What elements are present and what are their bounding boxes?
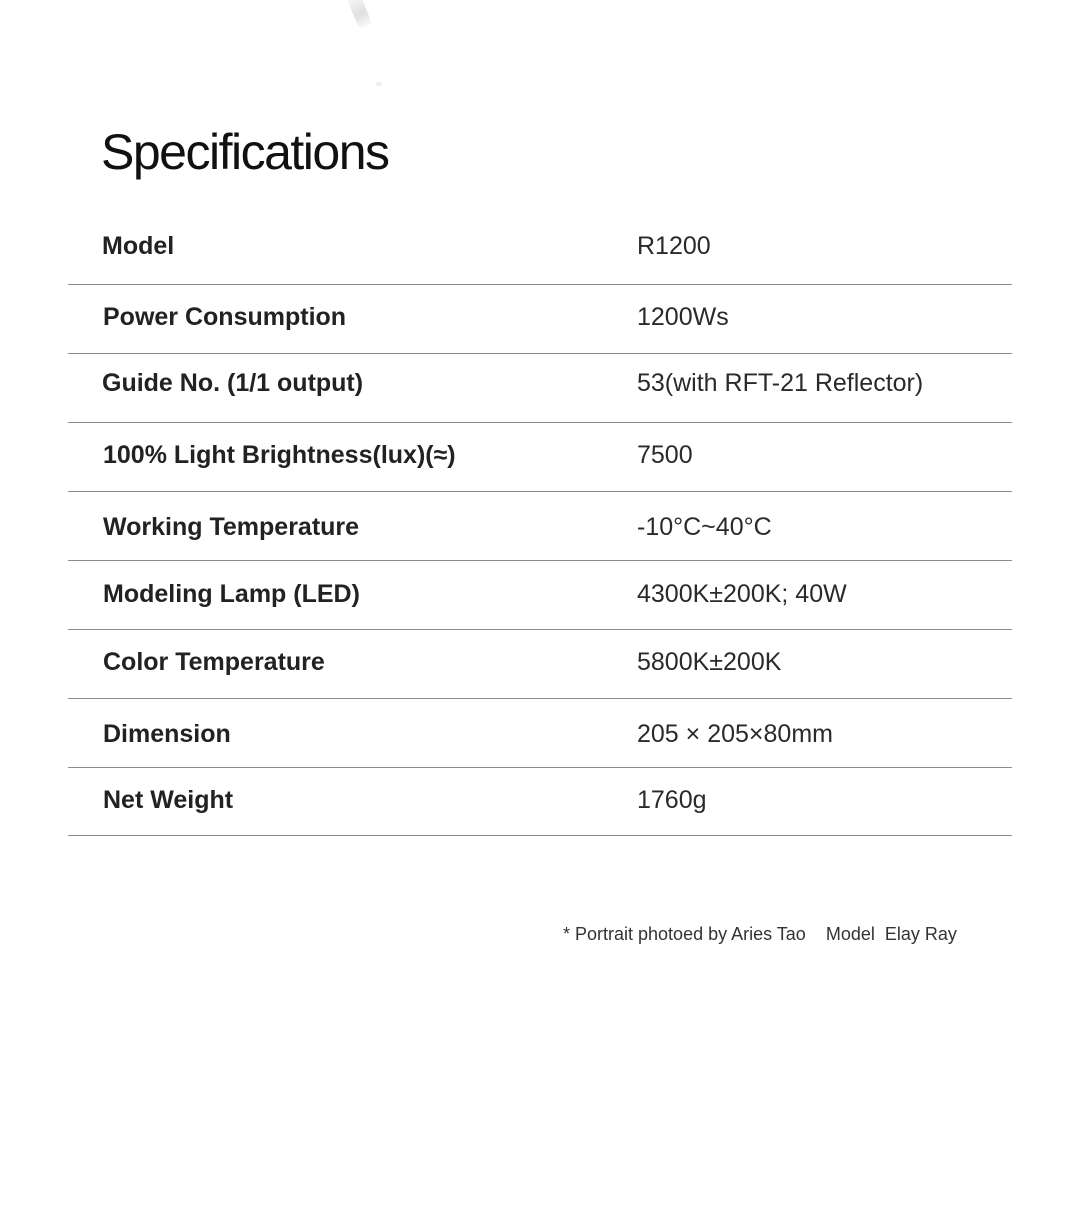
spec-label: Guide No. (1/1 output) <box>102 369 364 397</box>
photo-credit-footnote: * Portrait photoed by Aries Tao Model Elay Ray <box>563 924 957 944</box>
row-divider <box>68 560 1012 561</box>
spec-label: Net Weight <box>103 786 234 814</box>
row-divider <box>68 629 1012 630</box>
row-divider <box>68 284 1012 285</box>
row-divider <box>68 353 1012 354</box>
spec-value: 1760g <box>637 786 707 814</box>
row-divider <box>68 698 1012 699</box>
spec-value: 1200Ws <box>637 303 729 331</box>
spec-value: 4300K±200K; 40W <box>637 580 847 608</box>
spec-label: Color Temperature <box>103 648 325 676</box>
page-title: Specifications <box>101 124 389 180</box>
spec-value: 7500 <box>637 441 693 469</box>
spec-value: 53(with RFT-21 Reflector) <box>637 369 924 397</box>
row-divider <box>68 491 1012 492</box>
spec-label: Modeling Lamp (LED) <box>103 580 360 608</box>
spec-value: R1200 <box>637 232 711 260</box>
row-divider <box>68 422 1012 423</box>
spec-label: Power Consumption <box>103 303 347 331</box>
spec-table <box>68 0 1012 1230</box>
spec-label: Model <box>102 232 175 260</box>
row-divider <box>68 767 1012 768</box>
spec-label: Dimension <box>103 720 231 748</box>
spec-label: 100% Light Brightness(lux)(≈) <box>103 441 456 469</box>
spec-value: -10°C~40°C <box>637 513 772 541</box>
row-divider <box>68 835 1012 836</box>
spec-value: 205 × 205×80mm <box>637 720 833 748</box>
spec-label: Working Temperature <box>103 513 360 541</box>
spec-value: 5800K±200K <box>637 648 782 676</box>
